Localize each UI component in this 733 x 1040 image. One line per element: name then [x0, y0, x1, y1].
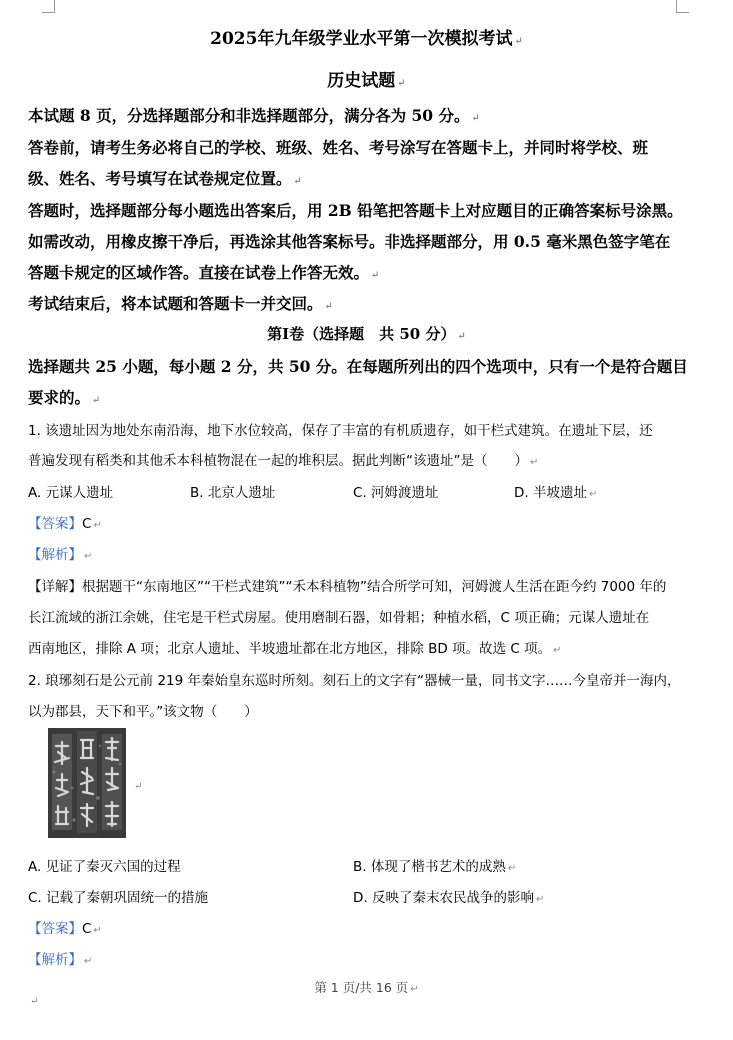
section-intro: 要求的。 ↵	[28, 388, 101, 407]
question-1-stem: 1. 该遗址因为地处东南沿海，地下水位较高，保存了丰富的有机质遗存，如干栏式建筑。在遗址下层，还	[28, 423, 653, 439]
q1-detail: 西南地区，排除 A 项；北京人遗址、半坡遗址都在北方地区，排除 BD 项。故选 C 项。 ↵	[28, 641, 562, 657]
q2-option-a: A. 见证了秦灭六国的过程	[28, 859, 181, 875]
exam-title: 2025年九年级学业水平第一次模拟考试 ↵	[210, 29, 523, 49]
q1-analysis: 【解析】 ↵	[28, 547, 93, 563]
instruction-line: 考试结束后，将本试题和答题卡一并交回。 ↵	[28, 294, 333, 313]
crop-mark-top-right	[676, 0, 689, 13]
q2-option-b: B. 体现了楷书艺术的成熟 ↵	[353, 859, 517, 875]
q1-answer: 【答案】C ↵	[28, 516, 102, 532]
question-2-stem: 以为郡县，天下和平。”该文物（ ）	[28, 704, 258, 720]
q2-option-d: D. 反映了秦末农民战争的影响 ↵	[353, 890, 545, 906]
paragraph-mark: ↵	[134, 781, 143, 792]
paragraph-mark: ↵	[30, 996, 39, 1007]
instruction-line: 答题卡规定的区域作答。直接在试卷上作答无效。 ↵	[28, 263, 380, 282]
q2-option-c: C. 记载了秦朝巩固统一的措施	[28, 890, 209, 906]
page-footer: 第 1 页/共 16 页 ↵	[314, 980, 419, 995]
q2-analysis: 【解析】 ↵	[28, 952, 93, 968]
q1-option-c: C. 河姆渡遗址	[353, 485, 439, 501]
q1-option-b: B. 北京人遗址	[190, 485, 276, 501]
langya-stone-inscription-image	[48, 728, 126, 838]
q1-option-a: A. 元谋人遗址	[28, 485, 114, 501]
question-2-stem: 2. 琅琊刻石是公元前 219 年秦始皇东巡时所刻。刻石上的文字有“器械一量，同书文字……今皇帝并一海内，	[28, 673, 681, 689]
instruction-line: 答卷前，请考生务必将自己的学校、班级、姓名、考号涂写在答题卡上，并同时将学校、班	[28, 138, 649, 157]
section-title: 第Ⅰ卷（选择题 共 50 分） ↵	[267, 325, 466, 343]
q1-detail: 【详解】根据题干“东南地区”“干栏式建筑”“禾本科植物”结合所学可知，河姆渡人生活在距今约 7000 年的	[28, 579, 667, 595]
instruction-line: 本试题 8 页，分选择题部分和非选择题部分，满分各为 50 分。 ↵	[28, 106, 480, 125]
question-1-stem: 普遍发现有稻类和其他禾本科植物混在一起的堆积层。据此判断“该遗址”是（ ） ↵	[28, 453, 539, 469]
instruction-line: 级、姓名、考号填写在试卷规定位置。 ↵	[28, 169, 302, 188]
subject-title: 历史试题 ↵	[327, 71, 406, 91]
instruction-line: 答题时，选择题部分每小题选出答案后，用 2B 铅笔把答题卡上对应题目的正确答案标号涂黑。	[28, 201, 683, 220]
instruction-line: 如需改动，用橡皮擦干净后，再选涂其他答案标号。非选择题部分，用 0.5 毫米黑色签字笔在	[28, 232, 671, 251]
crop-mark-top-left	[42, 0, 55, 13]
section-intro: 选择题共 25 小题，每小题 2 分，共 50 分。在每题所列出的四个选项中，只有一个是符合题目	[28, 357, 688, 376]
q1-option-d: D. 半坡遗址 ↵	[514, 485, 598, 501]
q2-answer: 【答案】C ↵	[28, 921, 102, 937]
q1-detail: 长江流域的浙江余姚，住宅是干栏式房屋。使用磨制石器，如骨耜；种植水稻，C 项正确；元谋人遗址在	[28, 610, 650, 626]
